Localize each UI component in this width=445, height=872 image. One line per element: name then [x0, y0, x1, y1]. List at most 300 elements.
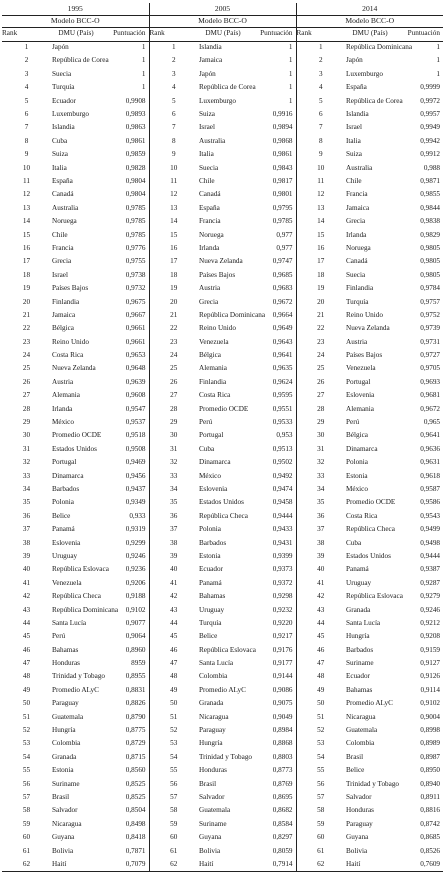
score-cell-1995: 0,9246: [125, 551, 146, 560]
score-cell-2014: 0,9871: [420, 177, 440, 185]
table-row: [2, 510, 443, 523]
country-cell-2014: Barbados: [346, 645, 374, 654]
rank-cell-2005: 59: [149, 818, 198, 831]
score-cell-1995: 0,9863: [125, 123, 146, 132]
rank-cell-2014: 9: [296, 148, 345, 161]
table-row: [2, 376, 443, 389]
rank-cell-2005: 13: [149, 202, 198, 215]
country-cell-2014: Islandia: [346, 110, 369, 119]
score-cell-2014: 0,9829: [420, 230, 440, 239]
rank-cell-2014: 24: [296, 349, 345, 362]
score-cell-2005: 0,9399: [272, 551, 293, 560]
rank-cell-2014: 1: [296, 41, 345, 54]
rank-cell-1995: 46: [22, 645, 31, 654]
rank-cell-2014: 14: [296, 215, 345, 228]
score-cell-2014: 0,9543: [420, 511, 440, 520]
country-cell-2005: República Eslovaca: [199, 645, 256, 654]
country-cell-2005: Guatemala: [199, 806, 231, 815]
rank-cell-2005: 29: [149, 416, 198, 429]
table-row: [2, 188, 443, 201]
score-cell-2005: 0,9643: [272, 337, 293, 346]
rank-cell-2014: 41: [296, 577, 345, 590]
table-row: [2, 724, 443, 737]
country-cell-2005: Francia: [199, 217, 221, 226]
score-cell-1995: 0,9537: [125, 418, 146, 427]
table-row: [2, 282, 443, 295]
rank-cell-1995: 13: [22, 203, 31, 212]
rank-cell-2014: 38: [296, 536, 345, 549]
score-cell-2014: 0,9444: [420, 551, 440, 560]
rank-cell-2005: 12: [149, 188, 198, 201]
rank-cell-1995: 23: [22, 337, 31, 346]
rank-cell-2005: 41: [149, 577, 198, 590]
score-cell-2005: 0,9444: [272, 511, 293, 520]
country-cell-2005: Granada: [199, 699, 224, 708]
rank-cell-1995: 49: [22, 685, 31, 694]
table-row: [2, 403, 443, 416]
table-row: [2, 389, 443, 402]
country-cell-2014: España: [346, 83, 367, 92]
country-cell-2014: Ecuador: [346, 672, 370, 681]
col-dmu-1995: DMU (País): [51, 27, 100, 41]
score-cell-2014: 0,9114: [420, 685, 440, 694]
rank-cell-1995: 44: [22, 618, 31, 627]
country-cell-2014: Panamá: [346, 565, 369, 574]
country-cell-2005: Portugal: [199, 431, 224, 440]
score-cell-2014: 0,9957: [420, 110, 440, 119]
table-row: [2, 362, 443, 375]
col-dmu-2014: DMU (País): [345, 27, 394, 41]
rank-cell-1995: 1: [24, 43, 29, 52]
score-cell-2005: 0,9635: [272, 364, 293, 373]
country-cell-1995: Bélgica: [52, 324, 74, 333]
rank-cell-2005: 14: [149, 215, 198, 228]
country-cell-2005: Promedio ALyC: [199, 685, 246, 694]
score-cell-2014: 0,9739: [420, 324, 440, 333]
rank-cell-2005: 58: [149, 804, 198, 817]
rank-cell-2005: 10: [149, 162, 198, 175]
country-cell-1995: República Eslovaca: [52, 565, 109, 574]
country-cell-1995: Turquía: [52, 83, 75, 92]
rank-cell-2005: 57: [149, 791, 198, 804]
table-row: [2, 496, 443, 509]
rank-cell-1995: 2: [24, 56, 29, 65]
rank-cell-1995: 52: [22, 726, 31, 735]
rank-cell-2005: 44: [149, 617, 198, 630]
country-cell-2005: Noruega: [199, 230, 224, 239]
rank-cell-1995: 60: [22, 833, 31, 842]
country-cell-1995: Nicaragua: [52, 819, 82, 828]
table-row: [2, 108, 443, 121]
country-cell-2005: República Checa: [199, 511, 248, 520]
score-cell-1995: 0,9785: [125, 203, 146, 212]
country-cell-2014: Israel: [346, 123, 362, 132]
score-cell-2014: 0,9159: [420, 645, 440, 654]
table-row: [2, 228, 443, 241]
country-cell-1995: Colombia: [52, 739, 81, 748]
country-cell-2005: Reino Unido: [199, 324, 236, 333]
col-dmu-2005: DMU (País): [198, 27, 247, 41]
rank-cell-2014: 46: [296, 644, 345, 657]
country-cell-1995: Salvador: [52, 806, 78, 815]
rank-cell-1995: 28: [22, 404, 31, 413]
country-cell-1995: Alemania: [52, 391, 80, 400]
country-cell-1995: Jamaica: [52, 310, 76, 319]
score-cell-1995: 0,8790: [125, 712, 146, 721]
rank-cell-2005: 40: [149, 563, 198, 576]
rank-cell-2005: 34: [149, 483, 198, 496]
country-cell-2014: Francia: [346, 190, 368, 199]
score-cell-1995: 0,9188: [125, 592, 146, 601]
country-cell-1995: Irlanda: [52, 404, 73, 413]
country-cell-1995: Guyana: [52, 833, 75, 842]
score-cell-2014: 0,9618: [420, 471, 440, 480]
country-cell-1995: Estados Unidos: [52, 444, 97, 453]
country-cell-2005: Trinidad y Tobago: [199, 752, 253, 761]
rank-cell-1995: 45: [22, 632, 31, 641]
score-cell-2005: 0,9144: [272, 672, 293, 681]
score-cell-2005: 1: [288, 56, 293, 65]
score-cell-2005: 0,9458: [272, 498, 293, 507]
table-row: [2, 470, 443, 483]
rank-cell-2005: 5: [149, 95, 198, 108]
table-row: [2, 429, 443, 442]
score-cell-2005: 0,8868: [272, 739, 293, 748]
country-cell-1995: Canadá: [52, 190, 74, 199]
col-score-2014: Puntuación: [394, 27, 443, 41]
country-cell-2014: Santa Lucía: [346, 618, 381, 627]
score-cell-1995: 0,8831: [125, 685, 146, 694]
rank-cell-1995: 35: [22, 498, 31, 507]
model-label-2014: Modelo BCC-O: [296, 15, 443, 27]
rank-cell-2014: 47: [296, 657, 345, 670]
country-cell-2005: Barbados: [199, 538, 227, 547]
year-header-row: [2, 3, 443, 15]
rank-cell-2005: 6: [149, 108, 198, 121]
country-cell-2005: Estonia: [199, 551, 221, 560]
country-cell-1995: Portugal: [52, 458, 77, 467]
country-cell-1995: México: [52, 418, 74, 427]
rank-cell-2014: 53: [296, 737, 345, 750]
country-cell-2005: República de Corea: [199, 83, 256, 92]
table-row: [2, 777, 443, 790]
country-cell-2014: Portugal: [346, 377, 371, 386]
country-cell-2014: Chile: [346, 177, 362, 185]
country-cell-2014: Reino Unido: [346, 310, 383, 319]
country-cell-2014: Irlanda: [346, 230, 367, 239]
country-cell-2005: Suecia: [199, 163, 219, 172]
rank-cell-2005: 30: [149, 429, 198, 442]
rank-cell-2014: 52: [296, 724, 345, 737]
country-cell-1995: Santa Lucía: [52, 618, 87, 627]
rank-cell-2014: 58: [296, 804, 345, 817]
rank-cell-2005: 42: [149, 590, 198, 603]
rank-cell-2005: 2: [149, 54, 198, 67]
table-row: [2, 523, 443, 536]
table-row: [2, 162, 443, 175]
country-cell-2014: Promedio OCDE: [346, 498, 396, 507]
country-cell-2014: Alemania: [346, 404, 374, 413]
score-cell-1995: 0,8826: [125, 699, 146, 708]
country-cell-2005: Promedio OCDE: [199, 404, 249, 413]
score-cell-2014: 0,9681: [420, 391, 440, 400]
score-cell-2014: 0,8989: [420, 739, 440, 748]
score-cell-2005: 0,9372: [272, 578, 293, 587]
score-cell-2014: 0,9287: [420, 578, 440, 587]
rank-cell-1995: 39: [22, 551, 31, 560]
score-cell-2005: 0,9513: [272, 444, 293, 453]
rank-cell-1995: 8: [24, 136, 29, 145]
score-cell-2005: 0,9176: [272, 645, 293, 654]
score-cell-1995: 8959: [131, 659, 146, 668]
score-cell-2014: 0,8987: [420, 752, 440, 761]
rank-cell-2005: 9: [149, 148, 198, 161]
rank-cell-1995: 61: [22, 846, 31, 855]
score-cell-2005: 0,9474: [272, 484, 293, 493]
country-cell-2014: República Dominicana: [346, 43, 413, 52]
score-cell-2005: 0,9502: [272, 458, 293, 467]
country-cell-2014: Polonia: [346, 458, 368, 467]
score-cell-1995: 0,8504: [125, 806, 146, 815]
table-row: [2, 804, 443, 817]
rank-cell-1995: 34: [22, 484, 31, 493]
rank-cell-1995: 38: [22, 538, 31, 547]
rank-cell-2014: 48: [296, 670, 345, 683]
country-cell-1995: Noruega: [52, 217, 77, 226]
country-cell-2005: Japón: [199, 69, 216, 78]
table-row: [2, 711, 443, 724]
score-cell-1995: 0,8729: [125, 739, 146, 748]
table-row: [2, 818, 443, 831]
score-cell-1995: 0,9547: [125, 404, 146, 413]
country-cell-1995: Bahamas: [52, 645, 79, 654]
score-cell-2014: 0,8911: [420, 792, 440, 801]
score-cell-2005: 0,9801: [272, 190, 293, 199]
rank-cell-1995: 29: [22, 418, 31, 427]
score-cell-2014: 0,965: [423, 418, 440, 427]
score-cell-1995: 0,8525: [125, 779, 146, 788]
score-cell-2014: 0,9999: [420, 83, 440, 92]
score-cell-1995: 0,8955: [125, 672, 146, 681]
country-cell-1995: Guatemala: [52, 712, 84, 721]
country-cell-2014: Colombia: [346, 739, 375, 748]
rank-cell-1995: 26: [22, 377, 31, 386]
country-cell-2014: Eslovenia: [346, 391, 375, 400]
rank-cell-2005: 18: [149, 269, 198, 282]
rank-cell-1995: 27: [22, 391, 31, 400]
rank-cell-2014: 5: [296, 95, 345, 108]
rank-cell-2005: 31: [149, 443, 198, 456]
table-row: [2, 657, 443, 670]
score-cell-2005: 0,8803: [272, 752, 293, 761]
rank-cell-2014: 59: [296, 818, 345, 831]
table-row: [2, 670, 443, 683]
score-cell-2014: 0,9731: [420, 337, 440, 346]
model-label-1995: Modelo BCC-O: [2, 15, 149, 27]
rank-cell-1995: 50: [22, 699, 31, 708]
score-cell-2005: 0,9624: [272, 377, 293, 386]
country-cell-2005: Estados Unidos: [199, 498, 244, 507]
table-row: [2, 255, 443, 268]
country-cell-1995: Austria: [52, 377, 74, 386]
country-cell-2005: Costa Rica: [199, 391, 231, 400]
country-cell-1995: Haití: [51, 858, 100, 871]
country-cell-1995: Cuba: [52, 136, 68, 145]
country-cell-2014: Luxemburgo: [346, 69, 383, 78]
score-cell-2005: 0,9894: [272, 123, 293, 132]
country-cell-2014: Bélgica: [346, 431, 368, 440]
rank-cell-2014: 62: [296, 858, 345, 871]
rank-cell-2014: 20: [296, 295, 345, 308]
score-cell-2014: 1: [436, 69, 440, 78]
country-cell-1995: Francia: [52, 243, 74, 252]
country-cell-2014: Salvador: [346, 792, 372, 801]
rank-cell-2014: 21: [296, 309, 345, 322]
table-row: [2, 54, 443, 67]
rank-cell-2014: 6: [296, 108, 345, 121]
rank-cell-2005: 15: [149, 228, 198, 241]
country-cell-2005: Luxemburgo: [199, 96, 236, 105]
score-cell-1995: 0,9861: [125, 136, 146, 145]
rank-cell-2014: 28: [296, 403, 345, 416]
score-cell-1995: 0,933: [129, 511, 146, 520]
table-row: [2, 751, 443, 764]
country-cell-2014: Dinamarca: [346, 444, 378, 453]
rank-cell-2014: 39: [296, 550, 345, 563]
rank-cell-2005: 54: [149, 751, 198, 764]
country-cell-2005: Jamaica: [199, 56, 223, 65]
table-row: [2, 269, 443, 282]
score-cell-2005: 0,9595: [272, 391, 293, 400]
rank-cell-1995: 24: [22, 351, 31, 360]
country-cell-2005: Alemania: [199, 364, 227, 373]
score-cell-1995: 0,9667: [125, 310, 146, 319]
rank-cell-2005: 36: [149, 510, 198, 523]
rank-cell-1995: 56: [22, 779, 31, 788]
country-cell-2014: Paraguay: [346, 819, 373, 828]
country-cell-2005: España: [199, 203, 220, 212]
score-cell-2014: 0,9246: [420, 605, 440, 614]
country-cell-2014: Austria: [346, 337, 368, 346]
table-row: [2, 202, 443, 215]
score-cell-1995: 0,7079: [100, 858, 149, 871]
table-row: [2, 81, 443, 94]
rank-cell-2005: 20: [149, 295, 198, 308]
country-cell-1995: Promedio OCDE: [52, 431, 102, 440]
score-cell-2005: 0,9861: [272, 150, 293, 159]
rank-cell-2005: 16: [149, 242, 198, 255]
rank-cell-2014: 56: [296, 777, 345, 790]
country-cell-2014: Canadá: [346, 257, 368, 266]
country-cell-2005: Países Bajos: [199, 270, 236, 279]
country-cell-1995: Luxemburgo: [52, 110, 89, 119]
rank-cell-1995: 21: [22, 310, 31, 319]
country-cell-2014: Italia: [346, 136, 361, 145]
col-score-2005: Puntuación: [247, 27, 296, 41]
table-body: [2, 41, 443, 871]
country-cell-2014: Brasil: [346, 752, 364, 761]
score-cell-1995: 0,9437: [125, 484, 146, 493]
country-cell-1995: Finlandia: [52, 297, 80, 306]
country-cell-1995: Islandia: [52, 123, 75, 132]
score-cell-2005: 0,9868: [272, 136, 293, 145]
rank-cell-1995: 14: [22, 217, 31, 226]
country-cell-2005: Ecuador: [199, 565, 223, 574]
country-cell-2014: Cuba: [346, 538, 362, 547]
score-cell-2005: 0,8584: [272, 819, 293, 828]
rank-cell-2005: 50: [149, 697, 198, 710]
score-cell-2005: 1: [288, 69, 293, 78]
table-row: [2, 590, 443, 603]
country-cell-2014: Estonia: [346, 471, 368, 480]
score-cell-1995: 0,9661: [125, 324, 146, 333]
score-cell-2005: 0,9232: [272, 605, 293, 614]
rank-cell-2005: 23: [149, 336, 198, 349]
column-header-row: [2, 27, 443, 41]
rank-cell-2014: 10: [296, 162, 345, 175]
score-cell-2005: 1: [288, 43, 293, 52]
score-cell-2014: 0,988: [423, 163, 440, 172]
country-cell-2005: Haití: [198, 858, 247, 871]
score-cell-1995: 0,9518: [125, 431, 146, 440]
rank-cell-2005: 61: [149, 844, 198, 857]
score-cell-2014: 0,7609: [394, 858, 443, 871]
rank-cell-2005: 47: [149, 657, 198, 670]
rank-cell-2005: 19: [149, 282, 198, 295]
rank-cell-2005: 33: [149, 470, 198, 483]
table-row: [2, 443, 443, 456]
score-cell-2005: 0,9664: [272, 310, 293, 319]
model-header-row: [2, 15, 443, 27]
country-cell-1995: República de Corea: [52, 56, 109, 65]
rank-cell-2014: 42: [296, 590, 345, 603]
score-cell-1995: 0,9349: [125, 498, 146, 507]
score-cell-1995: 0,9675: [125, 297, 146, 306]
rank-cell-2014: 54: [296, 751, 345, 764]
country-cell-2005: Bahamas: [199, 592, 226, 601]
rank-cell-2014: 51: [296, 711, 345, 724]
rank-cell-2014: 31: [296, 443, 345, 456]
country-cell-1995: Estonia: [52, 766, 74, 775]
country-cell-1995: Polonia: [52, 498, 74, 507]
rank-cell-1995: 6: [24, 110, 29, 119]
country-cell-2005: Paraguay: [199, 726, 226, 735]
rank-cell-2005: 49: [149, 684, 198, 697]
country-cell-1995: Países Bajos: [52, 284, 89, 293]
year-header-1995: 1995: [2, 3, 149, 15]
rank-cell-2005: 22: [149, 322, 198, 335]
country-cell-2014: Estados Unidos: [346, 551, 391, 560]
country-cell-1995: Barbados: [52, 484, 80, 493]
country-cell-2005: Dinamarca: [199, 458, 231, 467]
rank-cell-1995: 48: [22, 672, 31, 681]
country-cell-2005: Irlanda: [199, 243, 220, 252]
table-row: [2, 309, 443, 322]
country-cell-2005: Turquía: [199, 618, 222, 627]
rank-cell-2014: 40: [296, 563, 345, 576]
country-cell-2014: Nicaragua: [346, 712, 376, 721]
score-cell-2005: 0,9220: [272, 618, 293, 627]
col-rank-1995: Rank: [2, 27, 51, 41]
country-cell-1995: Reino Unido: [52, 337, 89, 346]
country-cell-1995: Costa Rica: [52, 351, 84, 360]
country-cell-2014: Promedio ALyC: [346, 699, 393, 708]
score-cell-2014: 0,9752: [420, 310, 440, 319]
col-score-1995: Puntuación: [100, 27, 149, 41]
rank-cell-2014: 36: [296, 510, 345, 523]
score-cell-2005: 0,9431: [272, 538, 293, 547]
rank-cell-2005: 48: [149, 670, 198, 683]
